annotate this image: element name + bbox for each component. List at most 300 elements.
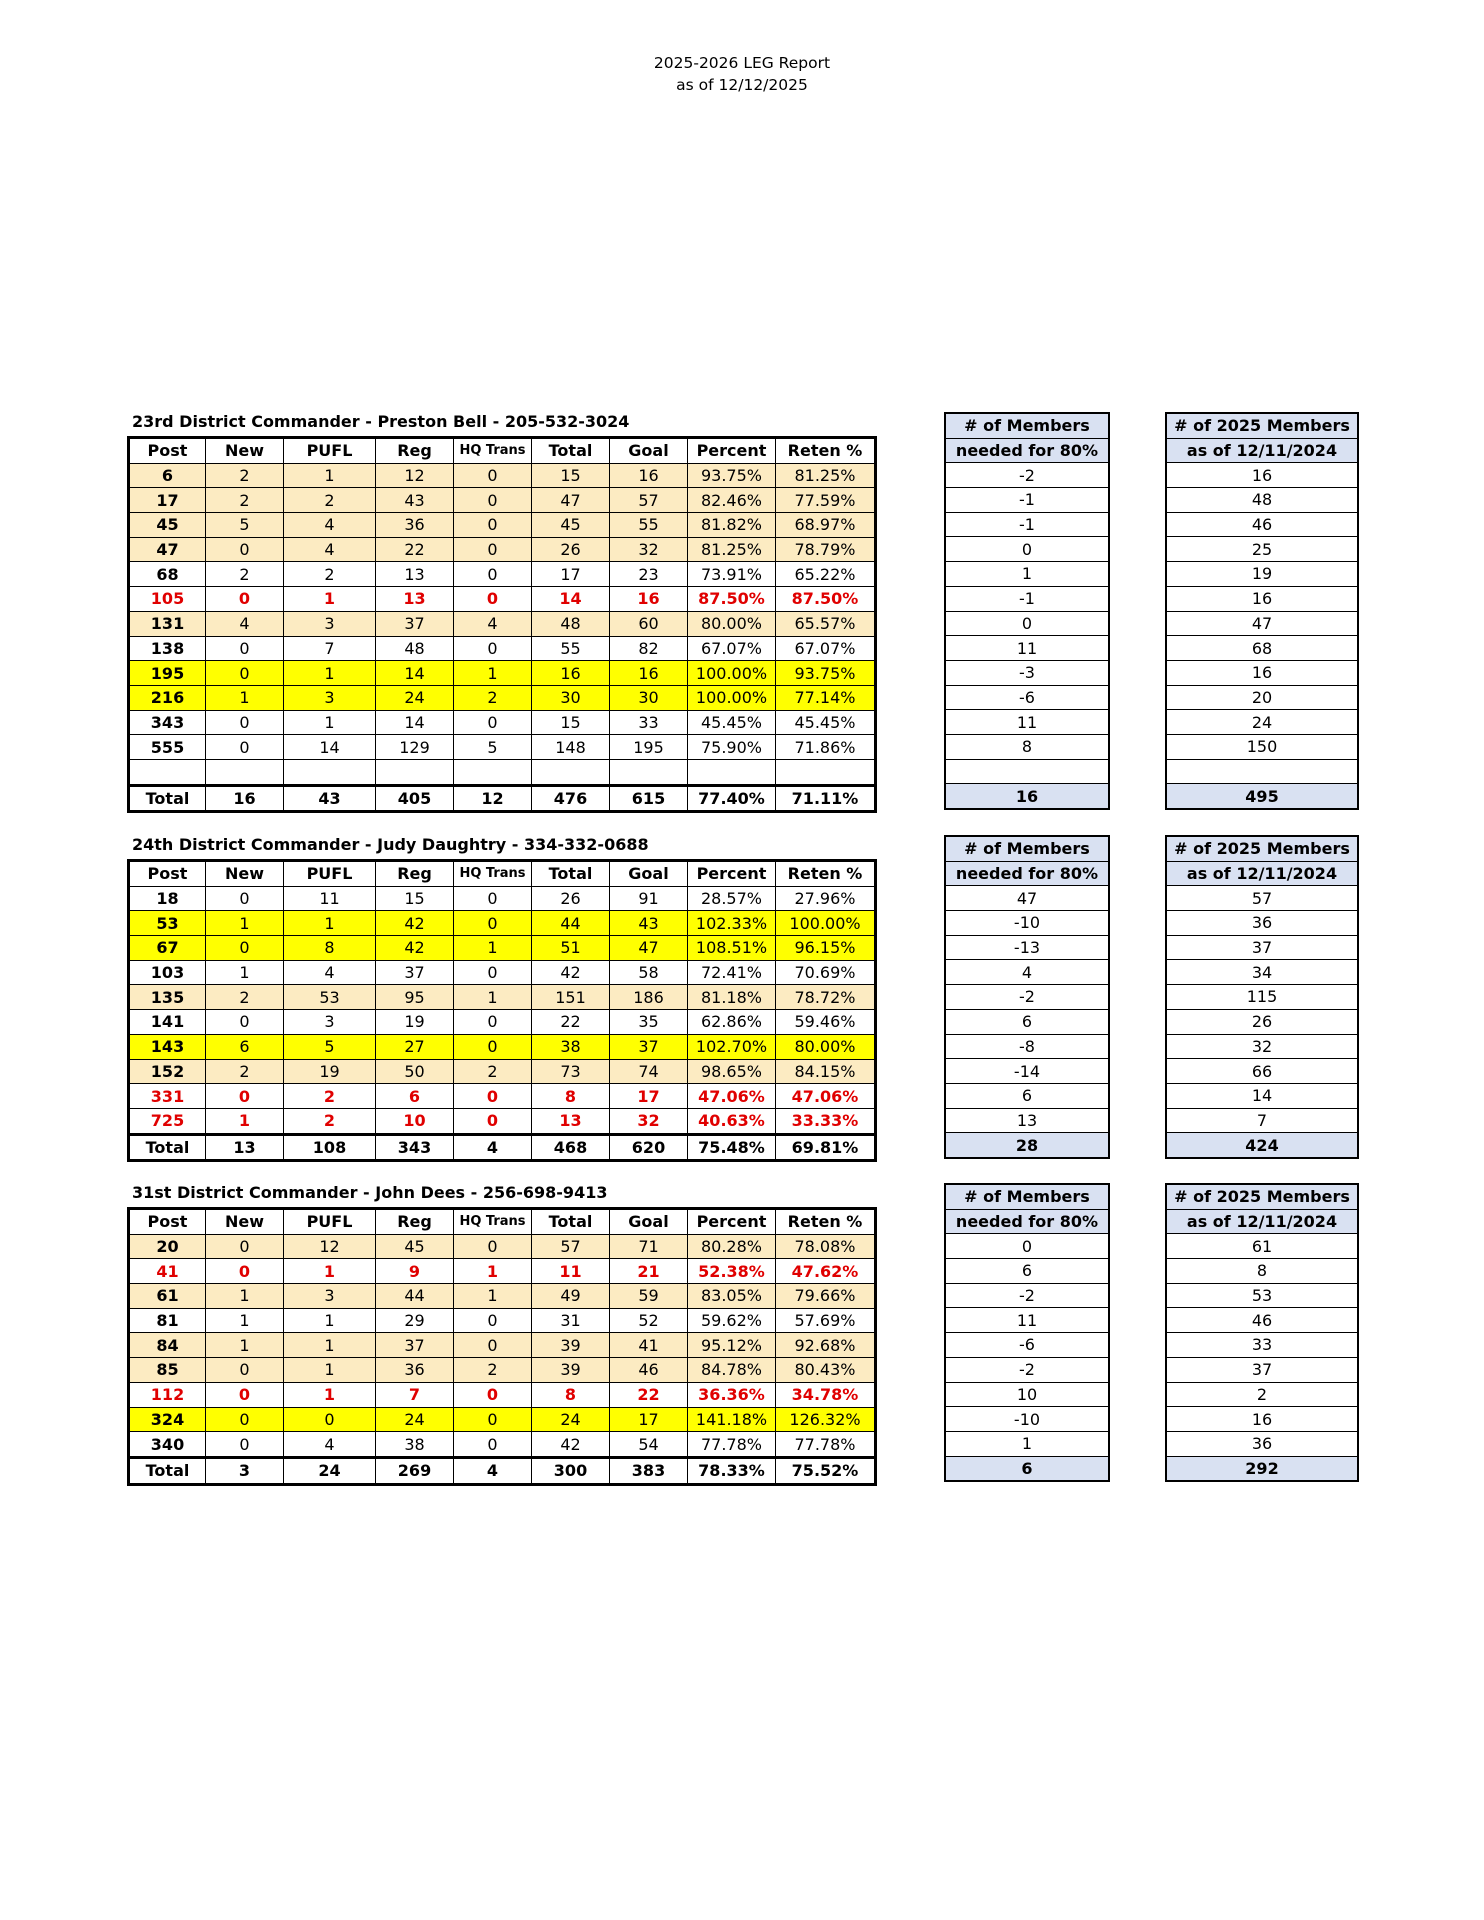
needed-table-row (945, 1357, 1109, 1382)
total-total: 476 (532, 785, 610, 812)
cell-reten: 34.78% (776, 1382, 876, 1407)
cell-reg: 12 (376, 463, 454, 488)
prior-members-table-row (1166, 537, 1358, 562)
prior-members-table-value: 53 (1166, 1283, 1358, 1308)
cell-percent: 28.57% (688, 886, 776, 911)
cell-pufl: 1 (284, 463, 376, 488)
table-row (129, 1010, 876, 1035)
cell-post: 324 (129, 1407, 206, 1432)
table-row (129, 936, 876, 961)
cell-reg: 43 (376, 488, 454, 513)
needed-table-value: -1 (945, 488, 1109, 513)
prior-members-table-header: # of 2025 Members (1166, 1184, 1358, 1209)
cell-new: 0 (206, 936, 284, 961)
cell-percent: 83.05% (688, 1284, 776, 1309)
cell-pufl: 0 (284, 1407, 376, 1432)
needed-table-row (945, 1009, 1109, 1034)
table-row (129, 488, 876, 513)
total-new: 13 (206, 1134, 284, 1161)
cell-new: 5 (206, 513, 284, 538)
needed-table-row (945, 1083, 1109, 1108)
cell-reg: 27 (376, 1034, 454, 1059)
prior-members-table-row (1166, 611, 1358, 636)
cell-percent: 82.46% (688, 488, 776, 513)
cell-total: 17 (532, 562, 610, 587)
needed-table (944, 1183, 1110, 1482)
prior-members-table-row (1166, 1308, 1358, 1333)
prior-members-table-row (1166, 960, 1358, 985)
cell-pufl: 1 (284, 1382, 376, 1407)
cell-new: 2 (206, 463, 284, 488)
header-reg: Reg (376, 438, 454, 464)
cell-goal: 33 (610, 710, 688, 735)
cell-new: 0 (206, 1358, 284, 1383)
cell-hq-trans: 4 (454, 611, 532, 636)
cell-reten: 80.00% (776, 1034, 876, 1059)
cell-new: 1 (206, 1284, 284, 1309)
cell-reg: 10 (376, 1108, 454, 1134)
cell-pufl: 5 (284, 1034, 376, 1059)
needed-table-row (945, 1407, 1109, 1432)
needed-table-value: 8 (945, 734, 1109, 759)
cell-reten: 65.22% (776, 562, 876, 587)
cell-hq-trans: 0 (454, 513, 532, 538)
cell-total: 39 (532, 1358, 610, 1383)
header-percent: Percent (688, 861, 776, 887)
table-row (129, 960, 876, 985)
cell-new: 0 (206, 1234, 284, 1259)
cell-goal: 186 (610, 985, 688, 1010)
table-row (129, 1108, 876, 1134)
cell-pufl: 4 (284, 537, 376, 562)
needed-table-header-row (945, 1209, 1109, 1234)
header-post: Post (129, 861, 206, 887)
cell-post: 725 (129, 1108, 206, 1134)
cell-total: 73 (532, 1059, 610, 1084)
table-row (129, 1333, 876, 1358)
needed-table-header: needed for 80% (945, 861, 1109, 886)
cell-new: 4 (206, 611, 284, 636)
cell-reg: 6 (376, 1084, 454, 1109)
prior-members-table-row (1166, 935, 1358, 960)
prior-members-table-header: as of 12/11/2024 (1166, 1209, 1358, 1234)
header-percent: Percent (688, 438, 776, 464)
cell-reg: 37 (376, 611, 454, 636)
cell-total: 49 (532, 1284, 610, 1309)
header-reg: Reg (376, 861, 454, 887)
cell-total: 8 (532, 1382, 610, 1407)
cell-total: 38 (532, 1034, 610, 1059)
cell-total: 30 (532, 685, 610, 710)
cell-hq-trans: 1 (454, 1259, 532, 1284)
cell-total: 8 (532, 1084, 610, 1109)
needed-table-row (945, 1034, 1109, 1059)
total-goal: 620 (610, 1134, 688, 1161)
table-row (129, 661, 876, 686)
cell-goal: 46 (610, 1358, 688, 1383)
prior-members-table-value: 37 (1166, 1357, 1358, 1382)
table-row (129, 562, 876, 587)
needed-table-value: 6 (945, 1083, 1109, 1108)
needed-table-value: 47 (945, 886, 1109, 911)
cell-pufl: 1 (284, 911, 376, 936)
table-row (129, 463, 876, 488)
needed-table-value: 6 (945, 1259, 1109, 1284)
cell-reg: 42 (376, 936, 454, 961)
cell-total: 13 (532, 1108, 610, 1134)
cell-reten: 65.57% (776, 611, 876, 636)
header-reg: Reg (376, 1209, 454, 1235)
cell-pufl: 1 (284, 661, 376, 686)
prior-members-table-row (1166, 1407, 1358, 1432)
cell-total: 44 (532, 911, 610, 936)
needed-table (944, 835, 1110, 1159)
total-percent: 77.40% (688, 785, 776, 812)
header-hq-trans: HQ Trans (454, 1209, 532, 1235)
report-title (0, 52, 1484, 96)
cell-new: 2 (206, 985, 284, 1010)
prior-members-table-header: as of 12/11/2024 (1166, 438, 1358, 463)
total-hq-trans: 12 (454, 785, 532, 812)
cell-hq-trans: 0 (454, 463, 532, 488)
prior-members-table-value: 46 (1166, 512, 1358, 537)
district-table (127, 1207, 877, 1486)
prior-members-table-value: 20 (1166, 685, 1358, 710)
needed-table-value: 11 (945, 710, 1109, 735)
total-percent: 75.48% (688, 1134, 776, 1161)
total-post: Total (129, 785, 206, 812)
cell-total: 16 (532, 661, 610, 686)
needed-table-row (945, 710, 1109, 735)
cell-reg: 29 (376, 1308, 454, 1333)
cell-hq-trans: 0 (454, 1034, 532, 1059)
cell-total: 11 (532, 1259, 610, 1284)
needed-table-row (945, 911, 1109, 936)
cell-hq-trans (454, 759, 532, 785)
cell-goal: 32 (610, 1108, 688, 1134)
cell-total: 15 (532, 710, 610, 735)
needed-table-header: # of Members (945, 1184, 1109, 1209)
prior-members-table-row (1166, 1283, 1358, 1308)
cell-pufl: 1 (284, 587, 376, 612)
needed-table-header: # of Members (945, 413, 1109, 438)
cell-hq-trans: 0 (454, 1407, 532, 1432)
cell-new: 0 (206, 1382, 284, 1407)
cell-reten: 78.72% (776, 985, 876, 1010)
cell-percent: 67.07% (688, 636, 776, 661)
cell-total: 47 (532, 488, 610, 513)
prior-members-table-row (1166, 463, 1358, 488)
prior-members-table-total-row (1166, 1456, 1358, 1481)
needed-table-header-row (945, 836, 1109, 861)
cell-new: 1 (206, 1308, 284, 1333)
header-post: Post (129, 438, 206, 464)
table-row (129, 1084, 876, 1109)
total-goal: 383 (610, 1457, 688, 1484)
cell-total: 26 (532, 537, 610, 562)
total-pufl: 24 (284, 1457, 376, 1484)
needed-table-header-row (945, 438, 1109, 463)
table-row (129, 710, 876, 735)
prior-members-table-value: 33 (1166, 1333, 1358, 1358)
district-title: 24th District Commander - Judy Daughtry - 334-332-0688 (132, 835, 649, 854)
header-post: Post (129, 1209, 206, 1235)
prior-members-table-total: 292 (1166, 1456, 1358, 1481)
cell-reten: 47.62% (776, 1259, 876, 1284)
table-header-row (129, 861, 876, 887)
cell-reg: 13 (376, 587, 454, 612)
cell-post: 331 (129, 1084, 206, 1109)
cell-new: 1 (206, 685, 284, 710)
cell-percent: 59.62% (688, 1308, 776, 1333)
needed-table-row (945, 1283, 1109, 1308)
cell-total: 57 (532, 1234, 610, 1259)
prior-members-table-total: 424 (1166, 1133, 1358, 1158)
total-total: 300 (532, 1457, 610, 1484)
cell-pufl: 4 (284, 513, 376, 538)
needed-table-value: 10 (945, 1382, 1109, 1407)
total-percent: 78.33% (688, 1457, 776, 1484)
cell-pufl: 3 (284, 685, 376, 710)
prior-members-table-value: 2 (1166, 1382, 1358, 1407)
prior-members-table-header: # of 2025 Members (1166, 836, 1358, 861)
needed-table-value: -13 (945, 935, 1109, 960)
cell-hq-trans: 0 (454, 1010, 532, 1035)
prior-members-table-value: 115 (1166, 985, 1358, 1010)
table-row (129, 636, 876, 661)
table-row (129, 1382, 876, 1407)
cell-post: 555 (129, 735, 206, 760)
cell-goal: 91 (610, 886, 688, 911)
cell-total: 151 (532, 985, 610, 1010)
cell-total: 15 (532, 463, 610, 488)
cell-post: 41 (129, 1259, 206, 1284)
needed-table-row (945, 1059, 1109, 1084)
needed-table-row (945, 1431, 1109, 1456)
needed-table-row (945, 611, 1109, 636)
cell-hq-trans: 2 (454, 1358, 532, 1383)
cell-pufl: 2 (284, 1108, 376, 1134)
cell-new: 0 (206, 587, 284, 612)
needed-table-value: 0 (945, 611, 1109, 636)
cell-post: 343 (129, 710, 206, 735)
table-row (129, 1259, 876, 1284)
prior-members-table-header-row (1166, 1209, 1358, 1234)
needed-table-value: -2 (945, 985, 1109, 1010)
table-row (129, 537, 876, 562)
header-total: Total (532, 861, 610, 887)
cell-post: 216 (129, 685, 206, 710)
prior-members-table-value: 150 (1166, 734, 1358, 759)
cell-hq-trans: 0 (454, 488, 532, 513)
cell-hq-trans: 5 (454, 735, 532, 760)
needed-table-value: -6 (945, 685, 1109, 710)
needed-table-value (945, 759, 1109, 784)
cell-reten: 96.15% (776, 936, 876, 961)
cell-percent: 80.28% (688, 1234, 776, 1259)
cell-post: 17 (129, 488, 206, 513)
needed-table-row (945, 734, 1109, 759)
prior-members-table-total: 495 (1166, 784, 1358, 809)
cell-new: 0 (206, 661, 284, 686)
cell-pufl: 4 (284, 1432, 376, 1458)
needed-table-value: 11 (945, 636, 1109, 661)
prior-members-table-value: 47 (1166, 611, 1358, 636)
cell-hq-trans: 0 (454, 1432, 532, 1458)
cell-pufl: 1 (284, 710, 376, 735)
cell-hq-trans: 0 (454, 710, 532, 735)
cell-reten: 57.69% (776, 1308, 876, 1333)
cell-pufl: 7 (284, 636, 376, 661)
table-row (129, 685, 876, 710)
needed-table-value: -1 (945, 586, 1109, 611)
needed-table-value: 13 (945, 1108, 1109, 1133)
needed-table-row (945, 1382, 1109, 1407)
needed-table-value: -6 (945, 1333, 1109, 1358)
cell-post: 112 (129, 1382, 206, 1407)
needed-table-total-row (945, 1456, 1109, 1481)
cell-pufl: 1 (284, 1358, 376, 1383)
total-post: Total (129, 1134, 206, 1161)
cell-pufl: 3 (284, 1284, 376, 1309)
prior-members-table-header-row (1166, 836, 1358, 861)
cell-new: 1 (206, 1108, 284, 1134)
cell-total: 22 (532, 1010, 610, 1035)
header-total: Total (532, 438, 610, 464)
total-pufl: 108 (284, 1134, 376, 1161)
cell-post: 6 (129, 463, 206, 488)
table-header-row (129, 1209, 876, 1235)
prior-members-table-value (1166, 759, 1358, 784)
cell-percent: 93.75% (688, 463, 776, 488)
cell-percent: 102.70% (688, 1034, 776, 1059)
cell-post: 195 (129, 661, 206, 686)
cell-goal: 57 (610, 488, 688, 513)
cell-new: 0 (206, 735, 284, 760)
total-post: Total (129, 1457, 206, 1484)
total-row (129, 1134, 876, 1161)
total-reg: 405 (376, 785, 454, 812)
needed-table-row (945, 586, 1109, 611)
total-reten: 71.11% (776, 785, 876, 812)
cell-total: 14 (532, 587, 610, 612)
table-row (129, 611, 876, 636)
needed-table-row (945, 886, 1109, 911)
cell-percent: 95.12% (688, 1333, 776, 1358)
cell-total: 55 (532, 636, 610, 661)
cell-percent: 73.91% (688, 562, 776, 587)
cell-reg: 22 (376, 537, 454, 562)
cell-post: 141 (129, 1010, 206, 1035)
cell-total: 148 (532, 735, 610, 760)
cell-goal: 23 (610, 562, 688, 587)
prior-members-table-value: 7 (1166, 1108, 1358, 1133)
cell-percent: 77.78% (688, 1432, 776, 1458)
cell-pufl: 14 (284, 735, 376, 760)
total-new: 16 (206, 785, 284, 812)
total-reg: 269 (376, 1457, 454, 1484)
table-row (129, 1432, 876, 1458)
prior-members-table-row (1166, 512, 1358, 537)
cell-post: 68 (129, 562, 206, 587)
cell-hq-trans: 2 (454, 685, 532, 710)
needed-table-total: 28 (945, 1133, 1109, 1158)
cell-hq-trans: 1 (454, 661, 532, 686)
cell-post: 85 (129, 1358, 206, 1383)
prior-members-table-value: 37 (1166, 935, 1358, 960)
cell-post: 20 (129, 1234, 206, 1259)
prior-members-table-value: 57 (1166, 886, 1358, 911)
district-title: 23rd District Commander - Preston Bell - 205-532-3024 (132, 412, 630, 431)
cell-goal: 52 (610, 1308, 688, 1333)
cell-percent: 62.86% (688, 1010, 776, 1035)
prior-members-table-value: 25 (1166, 537, 1358, 562)
cell-goal: 32 (610, 537, 688, 562)
cell-reten: 59.46% (776, 1010, 876, 1035)
cell-reg: 7 (376, 1382, 454, 1407)
needed-table-row (945, 1234, 1109, 1259)
cell-percent: 84.78% (688, 1358, 776, 1383)
cell-reg: 14 (376, 710, 454, 735)
cell-pufl: 53 (284, 985, 376, 1010)
cell-reten: 126.32% (776, 1407, 876, 1432)
cell-new: 0 (206, 1432, 284, 1458)
cell-post: 81 (129, 1308, 206, 1333)
cell-reten (776, 759, 876, 785)
cell-reten: 77.59% (776, 488, 876, 513)
needed-table-row (945, 960, 1109, 985)
needed-table-value: -10 (945, 1407, 1109, 1432)
cell-reten: 78.08% (776, 1234, 876, 1259)
cell-hq-trans: 1 (454, 985, 532, 1010)
prior-members-table-value: 34 (1166, 960, 1358, 985)
needed-table-header: needed for 80% (945, 438, 1109, 463)
cell-percent: 80.00% (688, 611, 776, 636)
total-row (129, 1457, 876, 1484)
cell-new: 0 (206, 886, 284, 911)
cell-post: 340 (129, 1432, 206, 1458)
cell-reg: 38 (376, 1432, 454, 1458)
cell-reg: 44 (376, 1284, 454, 1309)
cell-percent: 72.41% (688, 960, 776, 985)
cell-post (129, 759, 206, 785)
prior-members-table-value: 8 (1166, 1259, 1358, 1284)
needed-table-total-row (945, 1133, 1109, 1158)
header-pufl: PUFL (284, 1209, 376, 1235)
cell-goal: 37 (610, 1034, 688, 1059)
needed-table-total-row (945, 784, 1109, 809)
cell-goal: 74 (610, 1059, 688, 1084)
cell-post: 138 (129, 636, 206, 661)
header-goal: Goal (610, 438, 688, 464)
cell-total: 24 (532, 1407, 610, 1432)
cell-hq-trans: 0 (454, 537, 532, 562)
cell-pufl: 3 (284, 1010, 376, 1035)
cell-pufl: 1 (284, 1333, 376, 1358)
cell-hq-trans: 0 (454, 1333, 532, 1358)
cell-post: 61 (129, 1284, 206, 1309)
cell-percent: 81.25% (688, 537, 776, 562)
cell-reg: 9 (376, 1259, 454, 1284)
table-row (129, 1284, 876, 1309)
table-row (129, 1034, 876, 1059)
cell-new: 1 (206, 911, 284, 936)
needed-table-value: 1 (945, 1431, 1109, 1456)
cell-reten: 71.86% (776, 735, 876, 760)
prior-members-table-value: 66 (1166, 1059, 1358, 1084)
cell-reg: 15 (376, 886, 454, 911)
cell-goal (610, 759, 688, 785)
